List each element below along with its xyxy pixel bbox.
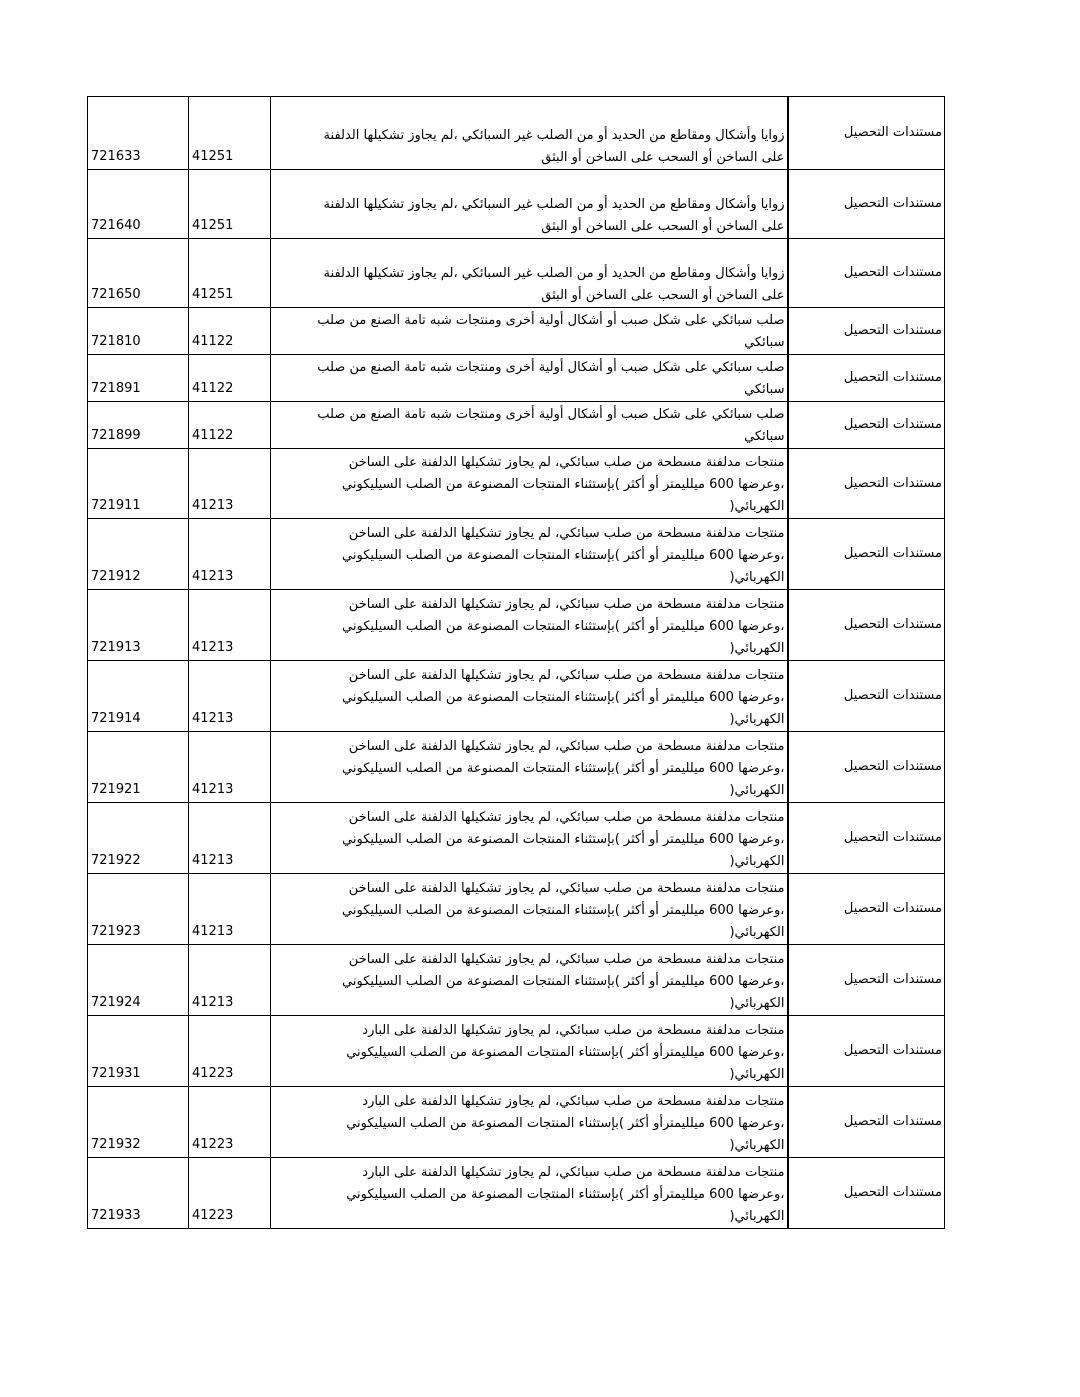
- hs-code-cell: 721913: [88, 590, 189, 661]
- description-line: على الساخن أو السحب على الساخن أو البثق: [541, 150, 785, 165]
- description-line: منتجات مدلفنة مسطحة من صلب سبائكي، لم يجاوز تشكيلها الدلفنة على الساخن: [348, 952, 785, 967]
- table-row: [88, 97, 945, 170]
- table-row: [88, 590, 945, 661]
- description-line: ،وعرضها 600 ميلليمتر أو أكثر )بإستثناء المنتجات المصنوعة من الصلب السيليكوني: [342, 548, 785, 563]
- ref-code-cell: 41213: [189, 945, 271, 1016]
- description-cell: [271, 590, 788, 661]
- ref-code-cell: 41213: [189, 661, 271, 732]
- category-cell: مستندات التحصيل: [788, 308, 945, 355]
- description-cell: [271, 449, 788, 519]
- description-line: منتجات مدلفنة مسطحة من صلب سبائكي، لم يجاوز تشكيلها الدلفنة على البارد: [362, 1165, 785, 1180]
- description-line: ،وعرضها 600 ميلليمترأو أكثر )بإستثناء المنتجات المصنوعة من الصلب السيليكوني: [346, 1116, 785, 1131]
- description-cell: [271, 945, 788, 1016]
- table-row: [88, 1016, 945, 1087]
- ref-code-cell: 41213: [189, 732, 271, 803]
- description-cell: [271, 239, 788, 308]
- description-line: الكهربائي(: [729, 570, 785, 585]
- ref-code-cell: 41251: [189, 97, 271, 170]
- table-row: [88, 661, 945, 732]
- category-cell: مستندات التحصيل: [788, 449, 945, 519]
- description-line: الكهربائي(: [729, 854, 785, 869]
- description-line: زوايا وأشكال ومقاطع من الحديد أو من الصلب غير السبائكي ،لم يجاوز تشكيلها الدلفنة: [323, 197, 785, 212]
- hs-code-cell: 721932: [88, 1087, 189, 1158]
- ref-code-cell: 41213: [189, 874, 271, 945]
- description-line: الكهربائي(: [729, 1138, 785, 1153]
- hs-code-cell: 721924: [88, 945, 189, 1016]
- description-line: الكهربائي(: [729, 996, 785, 1011]
- description-line: منتجات مدلفنة مسطحة من صلب سبائكي، لم يجاوز تشكيلها الدلفنة على البارد: [362, 1023, 785, 1038]
- ref-code-cell: 41213: [189, 803, 271, 874]
- table-row: [88, 355, 945, 402]
- description-line: الكهربائي(: [729, 499, 785, 514]
- ref-code-cell: 41122: [189, 402, 271, 449]
- description-line: الكهربائي(: [729, 1067, 785, 1082]
- description-line: على الساخن أو السحب على الساخن أو البثق: [541, 288, 785, 303]
- hs-code-cell: 721914: [88, 661, 189, 732]
- category-cell: مستندات التحصيل: [788, 1087, 945, 1158]
- ref-code-cell: 41122: [189, 355, 271, 402]
- description-line: صلب سبائكي على شكل صبب أو أشكال أولية أخرى ومنتجات شبه تامة الصنع من صلب: [317, 407, 785, 422]
- description-line: الكهربائي(: [729, 1209, 785, 1224]
- table-row: [88, 1158, 945, 1229]
- ref-code-cell: 41223: [189, 1087, 271, 1158]
- category-cell: مستندات التحصيل: [788, 97, 945, 170]
- description-line: الكهربائي(: [729, 925, 785, 940]
- description-line: منتجات مدلفنة مسطحة من صلب سبائكي، لم يجاوز تشكيلها الدلفنة على الساخن: [348, 739, 785, 754]
- table-row: [88, 170, 945, 239]
- description-cell: [271, 170, 788, 239]
- table-row: [88, 732, 945, 803]
- table-row: [88, 519, 945, 590]
- category-cell: مستندات التحصيل: [788, 661, 945, 732]
- description-line: ،وعرضها 600 ميلليمترأو أكثر )بإستثناء المنتجات المصنوعة من الصلب السيليكوني: [346, 1187, 785, 1202]
- table-row: [88, 945, 945, 1016]
- hs-code-cell: 721922: [88, 803, 189, 874]
- description-line: زوايا وأشكال ومقاطع من الحديد أو من الصلب غير السبائكي ،لم يجاوز تشكيلها الدلفنة: [323, 128, 785, 143]
- description-line: زوايا وأشكال ومقاطع من الحديد أو من الصلب غير السبائكي ،لم يجاوز تشكيلها الدلفنة: [323, 266, 785, 281]
- description-cell: [271, 1158, 788, 1229]
- ref-code-cell: 41251: [189, 239, 271, 308]
- description-cell: [271, 661, 788, 732]
- table-row: [88, 1087, 945, 1158]
- description-line: صلب سبائكي على شكل صبب أو أشكال أولية أخرى ومنتجات شبه تامة الصنع من صلب: [317, 360, 785, 375]
- category-cell: مستندات التحصيل: [788, 803, 945, 874]
- hs-code-cell: 721810: [88, 308, 189, 355]
- description-line: سبائكي: [744, 335, 785, 350]
- description-line: سبائكي: [744, 429, 785, 444]
- description-line: الكهربائي(: [729, 641, 785, 656]
- description-line: صلب سبائكي على شكل صبب أو أشكال أولية أخرى ومنتجات شبه تامة الصنع من صلب: [317, 313, 785, 328]
- hs-code-cell: 721923: [88, 874, 189, 945]
- table-row: [88, 402, 945, 449]
- category-cell: مستندات التحصيل: [788, 402, 945, 449]
- category-cell: مستندات التحصيل: [788, 590, 945, 661]
- description-line: منتجات مدلفنة مسطحة من صلب سبائكي، لم يجاوز تشكيلها الدلفنة على الساخن: [348, 881, 785, 896]
- description-line: منتجات مدلفنة مسطحة من صلب سبائكي، لم يجاوز تشكيلها الدلفنة على الساخن: [348, 526, 785, 541]
- category-cell: مستندات التحصيل: [788, 355, 945, 402]
- description-cell: [271, 519, 788, 590]
- description-cell: [271, 1016, 788, 1087]
- hs-code-cell: 721911: [88, 449, 189, 519]
- table-row: [88, 239, 945, 308]
- category-cell: مستندات التحصيل: [788, 945, 945, 1016]
- description-line: منتجات مدلفنة مسطحة من صلب سبائكي، لم يجاوز تشكيلها الدلفنة على الساخن: [348, 810, 785, 825]
- description-line: على الساخن أو السحب على الساخن أو البثق: [541, 219, 785, 234]
- ref-code-cell: 41213: [189, 519, 271, 590]
- hs-code-cell: 721891: [88, 355, 189, 402]
- tariff-table: [87, 96, 945, 1229]
- description-cell: [271, 732, 788, 803]
- table-row: [88, 449, 945, 519]
- description-line: منتجات مدلفنة مسطحة من صلب سبائكي، لم يجاوز تشكيلها الدلفنة على البارد: [362, 1094, 785, 1109]
- table-row: [88, 308, 945, 355]
- category-cell: مستندات التحصيل: [788, 170, 945, 239]
- description-line: ،وعرضها 600 ميلليمتر أو أكثر )بإستثناء المنتجات المصنوعة من الصلب السيليكوني: [342, 690, 785, 705]
- description-line: ،وعرضها 600 ميلليمترأو أكثر )بإستثناء المنتجات المصنوعة من الصلب السيليكوني: [346, 1045, 785, 1060]
- hs-code-cell: 721650: [88, 239, 189, 308]
- category-cell: مستندات التحصيل: [788, 1016, 945, 1087]
- ref-code-cell: 41122: [189, 308, 271, 355]
- description-line: منتجات مدلفنة مسطحة من صلب سبائكي، لم يجاوز تشكيلها الدلفنة على الساخن: [348, 455, 785, 470]
- ref-code-cell: 41251: [189, 170, 271, 239]
- table-row: [88, 803, 945, 874]
- ref-code-cell: 41213: [189, 590, 271, 661]
- description-line: ،وعرضها 600 ميلليمتر أو أكثر )بإستثناء المنتجات المصنوعة من الصلب السيليكوني: [342, 619, 785, 634]
- description-line: ،وعرضها 600 ميلليمتر أو أكثر )بإستثناء المنتجات المصنوعة من الصلب السيليكوني: [342, 974, 785, 989]
- hs-code-cell: 721931: [88, 1016, 189, 1087]
- category-cell: مستندات التحصيل: [788, 732, 945, 803]
- hs-code-cell: 721921: [88, 732, 189, 803]
- description-line: منتجات مدلفنة مسطحة من صلب سبائكي، لم يجاوز تشكيلها الدلفنة على الساخن: [348, 597, 785, 612]
- description-cell: [271, 355, 788, 402]
- description-line: الكهربائي(: [729, 712, 785, 727]
- hs-code-cell: 721640: [88, 170, 189, 239]
- hs-code-cell: 721912: [88, 519, 189, 590]
- description-cell: [271, 97, 788, 170]
- description-line: ،وعرضها 600 ميلليمتر أو أكثر )بإستثناء المنتجات المصنوعة من الصلب السيليكوني: [342, 903, 785, 918]
- description-cell: [271, 803, 788, 874]
- description-cell: [271, 308, 788, 355]
- table-row: [88, 874, 945, 945]
- description-line: سبائكي: [744, 382, 785, 397]
- hs-code-cell: 721899: [88, 402, 189, 449]
- category-cell: مستندات التحصيل: [788, 239, 945, 308]
- hs-code-cell: 721933: [88, 1158, 189, 1229]
- description-line: ،وعرضها 600 ميلليمتر أو أكثر )بإستثناء المنتجات المصنوعة من الصلب السيليكوني: [342, 832, 785, 847]
- description-cell: [271, 402, 788, 449]
- hs-code-cell: 721633: [88, 97, 189, 170]
- description-line: ،وعرضها 600 ميلليمتر أو أكثر )بإستثناء المنتجات المصنوعة من الصلب السيليكوني: [342, 761, 785, 776]
- ref-code-cell: 41223: [189, 1158, 271, 1229]
- category-cell: مستندات التحصيل: [788, 519, 945, 590]
- ref-code-cell: 41213: [189, 449, 271, 519]
- description-line: ،وعرضها 600 ميلليمتر أو أكثر )بإستثناء المنتجات المصنوعة من الصلب السيليكوني: [342, 477, 785, 492]
- description-cell: [271, 874, 788, 945]
- category-cell: مستندات التحصيل: [788, 874, 945, 945]
- description-line: الكهربائي(: [729, 783, 785, 798]
- category-cell: مستندات التحصيل: [788, 1158, 945, 1229]
- description-cell: [271, 1087, 788, 1158]
- description-line: منتجات مدلفنة مسطحة من صلب سبائكي، لم يجاوز تشكيلها الدلفنة على الساخن: [348, 668, 785, 683]
- tariff-table-body: [88, 97, 945, 1229]
- ref-code-cell: 41223: [189, 1016, 271, 1087]
